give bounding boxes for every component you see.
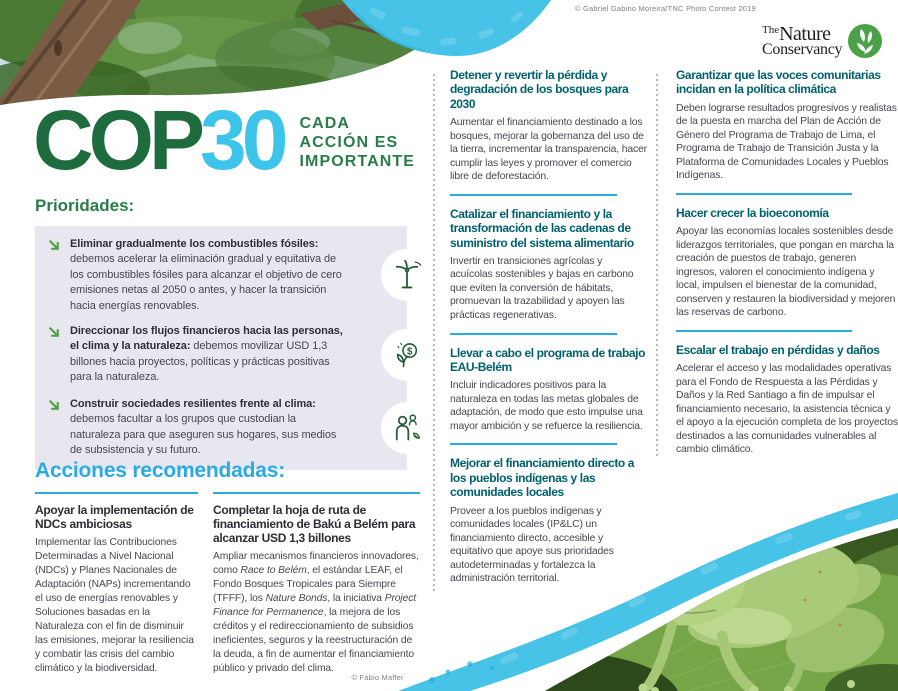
priority-item-finance-flows xyxy=(35,313,413,397)
section-body: Deben lograrse resultados progresivos y realistas de la puesta en marcha del Plan de Acción de Género del Programa de Trabajo de Lima, el Programa de Trabajo de Transición Justa y la Plataforma de Comunidades Locales y Pueblos Indígenas. xyxy=(676,102,897,182)
section-body: Incluir indicadores positivos para la naturaleza en todas las metas globales de adaptación, de modo que esto impulse una mayor ambición y se refuerce la resiliencia. xyxy=(450,380,643,432)
logo-word-the: The xyxy=(762,24,780,36)
tnc-logo xyxy=(762,23,883,59)
section-title: Mejorar el financiamiento directo a los pueblos indígenas y las comunidades locales xyxy=(450,456,635,500)
action-body: Ampliar mecanismos financieros innovadores, como Race to Belém, el estándar LEAF, el Fondo Bosques Tropicales para Siempre (TFFF), los Nature Bonds, la iniciativa Project Finance for Permanence, la mejora de los créditos y el redireccionamiento de subsidios ineficientes, seguros y la reestructuración de la deuda, a fin de aumentar el financiamiento público y privado del clima. xyxy=(213,551,419,675)
section-title: Llevar a cabo el programa de trabajo EAU-Belém xyxy=(450,345,646,374)
wind-turbine-icon xyxy=(381,249,433,301)
actions-heading: Acciones recomendadas: xyxy=(35,459,286,482)
section-body: Apoyar las economías locales sostenibles desde liderazgos territoriales, que pongan en marcha la creación de puestos de trabajo, generen ingresos, valoren el conocimiento indígena y local, impulsen el bienestar de la comunidad, conserven y restauren la biodiversidad y mejoren las reservas de carbono. xyxy=(676,226,896,319)
section-title: Escalar el trabajo en pérdidas y daños xyxy=(676,342,880,357)
accent-rule xyxy=(676,330,852,332)
thirty-text: 30 xyxy=(200,93,284,187)
accent-rule xyxy=(450,443,617,445)
logo-word-conservancy: Conservancy xyxy=(762,41,843,58)
dotted-divider-right xyxy=(656,74,658,458)
section-body: Acelerar el acceso y las modalidades operativas para el Fondo de Respuesta a las Pérdidas y Daños y la Red Santiago a fin de impulsar el financiamiento necesario, la asistencia técnica y el apoyo a la ejecución completa de los proyectos destinados a las comunidades vulnerables al cambio climático. xyxy=(676,363,898,456)
photo-credit-bottom: © Fábio Maffei xyxy=(351,673,403,682)
section-title: Garantizar que las voces comunitarias incidan en la política climática xyxy=(676,68,881,97)
svg-text:$: $ xyxy=(406,346,413,358)
section-forests xyxy=(450,68,647,196)
accent-rule xyxy=(450,194,617,196)
tnc-logo-text xyxy=(762,24,842,58)
priorities-heading: Prioridades: xyxy=(35,196,135,215)
tagline-line: IMPORTANTE xyxy=(299,152,416,170)
section-title: Detener y revertir la pérdida y degradación de los bosques para 2030 xyxy=(450,68,629,111)
action-body: Implementar las Contribuciones Determinadas a Nivel Nacional (NDCs) y Planes Nacionales de Adaptación (NAPs) incrementando el uso de energías renovables y Soluciones basadas en la Naturaleza con el fin de disminuir las emisiones, mejorar la resiliencia y combatir las crisis del cambio climático y la biodiversidad. xyxy=(35,537,194,675)
photo-credit-top: © Gabriel Gabino Moreira/TNC Photo Contest 2019 xyxy=(575,4,756,13)
accent-rule xyxy=(450,333,617,335)
cop30-wordmark xyxy=(33,93,284,187)
page-title xyxy=(33,93,416,187)
priority-text: Eliminar gradualmente los combustibles fósiles: debemos acelerar la eliminación gradual y equitativa de los combustibles fósiles para alcanzar el objetivo de cero emisiones netas al 2050 o antes, y hacer la transición hacia energías renovables. xyxy=(70,238,342,312)
section-body: Aumentar el financiamiento destinado a los bosques, mejorar la gobernanza del uso de la tierra, incrementar la transparencia, hacer cumplir las leyes y promover el comercio libre de deforestación. xyxy=(450,117,647,183)
frog-photo xyxy=(0,450,898,691)
section-bioeconomy xyxy=(676,206,898,332)
section-eau-belem xyxy=(450,346,647,446)
action-title: Apoyar la implementación de NDCs ambiciosas xyxy=(35,503,194,532)
section-community-voices xyxy=(676,68,898,195)
section-body: Invertir en transiciones agrícolas y acuícolas sostenibles y bajas en carbono que eviten la conversión de hábitats, promuevan la trazabilidad y apoyen las prácticas regenerativas. xyxy=(450,255,634,321)
section-body: Proveer a los pueblos indígenas y comunidades locales (IP&LC) un financiamiento directo, accesible y equitativo que apoye sus prioridades autodeterminadas y fortalezca la administración territorial. xyxy=(450,505,614,585)
tagline-line: ACCIÓN ES xyxy=(299,134,399,152)
section-loss-damage xyxy=(676,343,898,457)
arrow-down-right-icon xyxy=(48,239,61,252)
section-food-system xyxy=(450,207,647,335)
priority-text: Construir sociedades resilientes frente al clima: debemos facultar a los grupos que custodian la naturaleza para que aseguren sus hogares, sus medios de subsistencia y su futuro. xyxy=(70,398,337,457)
arrow-down-right-icon xyxy=(48,326,61,339)
section-title: Hacer crecer la bioeconomía xyxy=(676,205,829,220)
tagline xyxy=(299,115,415,173)
arrow-down-right-icon xyxy=(48,399,61,412)
logo-word-nature: Nature xyxy=(779,23,831,45)
accent-rule xyxy=(676,193,852,195)
cop-text: COP xyxy=(33,93,201,187)
tnc-globe-icon xyxy=(847,23,883,59)
priority-item-fossil-fuels xyxy=(35,226,407,325)
column-right xyxy=(676,68,898,457)
tagline-line: CADA xyxy=(299,115,351,133)
community-people-icon xyxy=(381,402,433,454)
action-title: Completar la hoja de ruta de financiamiento de Bakú a Belém para alcanzar USD 1,3 billones xyxy=(213,503,416,546)
finance-plant-icon xyxy=(381,329,433,381)
priority-text: Direccionar los flujos financieros hacia las personas, el clima y la naturaleza: debemos movilizar USD 1,3 billones hacia proyectos, políticas y prácticas positivas para la naturaleza. xyxy=(70,325,343,384)
section-title: Catalizar el financiamiento y la transformación de las cadenas de suministro del sistema alimentario xyxy=(450,206,634,250)
